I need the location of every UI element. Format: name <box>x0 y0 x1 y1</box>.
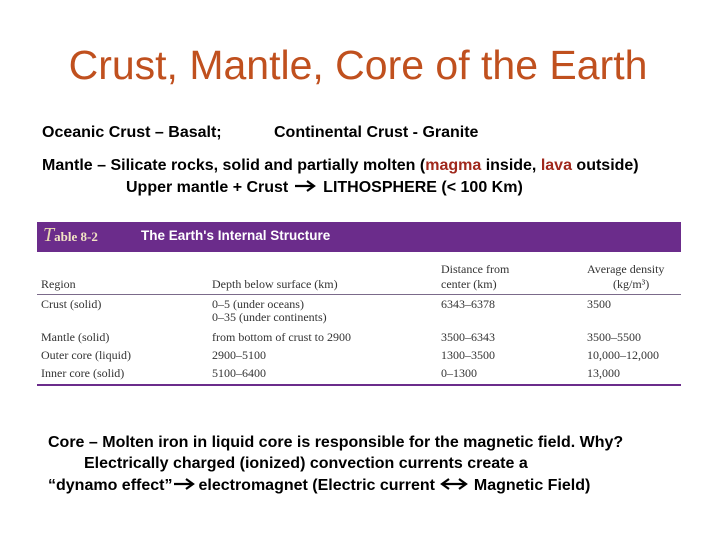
table-number <box>43 224 98 247</box>
earth-structure-table <box>37 222 681 387</box>
dynamo-effect-text: “dynamo effect” <box>48 477 173 494</box>
row-inner-core-distance: 0–1300 <box>441 366 477 380</box>
col-density-1: Average density <box>587 262 665 276</box>
table-number-text: able 8-2 <box>54 229 98 244</box>
table-bottom-rule <box>37 384 681 386</box>
row-outer-core-depth: 2900–5100 <box>212 348 266 362</box>
col-density-2: (kg/m³) <box>613 277 650 291</box>
row-outer-core-density: 10,000–12,000 <box>587 348 659 362</box>
row-inner-core-density: 13,000 <box>587 366 620 380</box>
row-outer-core-distance: 1300–3500 <box>441 348 495 362</box>
magnetic-field-text: Magnetic Field) <box>469 477 591 494</box>
core-line-1: Core – Molten iron in liquid core is responsible for the magnetic field. Why? <box>48 434 624 451</box>
table-heading: The Earth's Internal Structure <box>141 228 331 243</box>
double-arrow-icon <box>439 477 469 491</box>
row-mantle-depth: from bottom of crust to 2900 <box>212 330 351 344</box>
row-mantle-distance: 3500–6343 <box>441 330 495 344</box>
mantle-text-part3: outside) <box>571 157 639 174</box>
right-arrow-icon <box>172 477 198 491</box>
core-line-3 <box>48 477 720 495</box>
row-crust-distance: 6343–6378 <box>441 297 495 311</box>
row-crust-depth2: 0–35 (under continents) <box>212 310 327 324</box>
table-header-bar <box>37 222 681 252</box>
right-arrow-icon <box>293 179 319 193</box>
row-crust-region: Crust (solid) <box>41 297 102 311</box>
col-distance-1: Distance from <box>441 262 510 276</box>
row-inner-core-depth: 5100–6400 <box>212 366 266 380</box>
slide-title: Crust, Mantle, Core of the Earth <box>68 42 648 88</box>
magma-word: magma <box>425 157 482 174</box>
electromagnet-text: electromagnet (Electric current <box>198 477 440 494</box>
lithosphere-line <box>126 179 523 197</box>
lithosphere-left: Upper mantle + Crust <box>126 179 289 196</box>
row-mantle-region: Mantle (solid) <box>41 330 110 344</box>
lava-word: lava <box>540 157 572 174</box>
continental-crust-text: Continental Crust - Granite <box>274 124 479 141</box>
oceanic-crust-text: Oceanic Crust – Basalt; <box>42 124 222 141</box>
row-crust-density: 3500 <box>587 297 611 311</box>
row-inner-core-region: Inner core (solid) <box>41 366 125 380</box>
mantle-text-part1: Mantle – Silicate rocks, solid and partially molten ( <box>42 157 426 174</box>
row-crust-depth: 0–5 (under oceans) <box>212 297 304 311</box>
col-region: Region <box>41 277 76 291</box>
row-outer-core-region: Outer core (liquid) <box>41 348 131 362</box>
col-depth: Depth below surface (km) <box>212 277 338 291</box>
mantle-text <box>42 157 639 175</box>
row-mantle-density: 3500–5500 <box>587 330 641 344</box>
table-header-rule <box>37 294 681 295</box>
col-distance-2: center (km) <box>441 277 497 291</box>
mantle-text-part2: inside, <box>481 157 541 174</box>
table-number-letter: T <box>43 224 55 246</box>
lithosphere-right: LITHOSPHERE (< 100 Km) <box>323 179 523 196</box>
core-line-2: Electrically charged (ionized) convection currents create a <box>84 455 528 472</box>
